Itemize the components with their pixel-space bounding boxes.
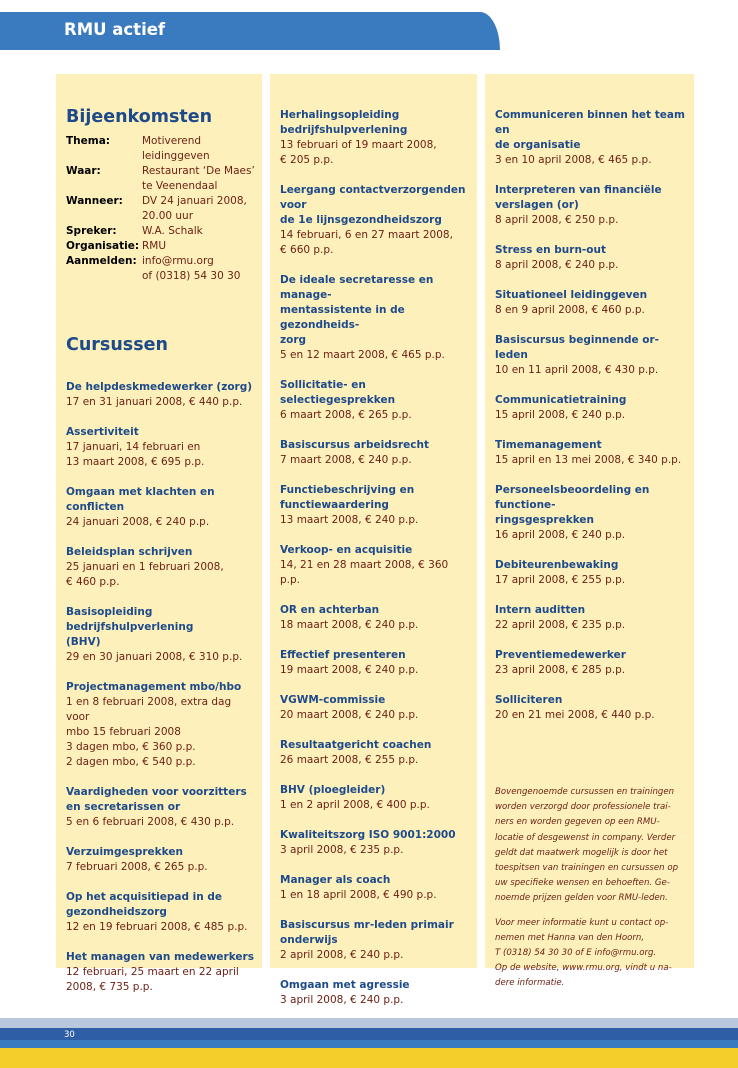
info-row: [66, 149, 255, 164]
course-detail: 24 januari 2008, € 240 p.p.: [66, 516, 210, 528]
page-number: 30: [64, 1030, 75, 1040]
course-item: [66, 890, 256, 935]
course-title: Situationeel leidinggeven: [495, 289, 648, 301]
course-detail: 13 februari of 19 maart 2008,: [280, 139, 437, 151]
course-title: Resultaatgericht coachen: [280, 739, 432, 751]
course-item: [280, 978, 471, 1008]
course-title: Projectmanagement mbo/hbo: [66, 681, 242, 693]
footnote-line: nemen met Hanna van den Hoorn,: [495, 932, 645, 943]
info-row: [66, 239, 255, 254]
course-title: Intern auditten: [495, 604, 586, 616]
info-value: RMU: [142, 240, 167, 252]
course-detail: € 660 p.p.: [280, 244, 334, 256]
course-title: de organisatie: [495, 139, 581, 151]
course-detail: mbo 15 februari 2008: [66, 726, 181, 738]
course-title: Stress en burn-out: [495, 244, 606, 256]
course-detail: 19 maart 2008, € 240 p.p.: [280, 664, 419, 676]
course-item: [280, 693, 471, 723]
info-row: [66, 194, 255, 209]
course-detail: 7 maart 2008, € 240 p.p.: [280, 454, 412, 466]
course-detail: 14 februari, 6 en 27 maart 2008,: [280, 229, 453, 241]
course-item: [280, 483, 471, 528]
course-item: [66, 785, 256, 830]
column-1: [56, 74, 262, 993]
course-title: onderwijs: [280, 934, 338, 946]
course-title: De ideale secretaresse en manage-: [280, 274, 434, 301]
course-item: [280, 873, 471, 903]
course-title: Manager als coach: [280, 874, 391, 886]
footer-stripe-yellow: [0, 1048, 738, 1068]
course-title: Assertiviteit: [66, 426, 139, 438]
course-item: [495, 438, 688, 468]
course-detail: 22 april 2008, € 235 p.p.: [495, 619, 626, 631]
course-title: Preventiemedewerker: [495, 649, 626, 661]
course-detail: 1 en 2 april 2008, € 400 p.p.: [280, 799, 430, 811]
info-label: [66, 209, 142, 224]
course-detail: 12 februari, 25 maart en 22 april: [66, 966, 239, 978]
footnote-line: dere informatie.: [495, 978, 565, 989]
course-detail: 3 april 2008, € 235 p.p.: [280, 844, 404, 856]
course-item: [280, 438, 471, 468]
course-item: [280, 108, 471, 168]
course-title: Timemanagement: [495, 439, 602, 451]
course-title: functiewaardering: [280, 499, 389, 511]
info-label: Wanneer:: [66, 195, 123, 207]
info-label: [66, 179, 142, 194]
info-value: of (0318) 54 30 30: [142, 270, 241, 282]
info-row: [66, 224, 255, 239]
course-title: Communiceren binnen het team en: [495, 109, 685, 136]
course-item: [66, 680, 256, 770]
course-title: Effectief presenteren: [280, 649, 406, 661]
course-detail: 14, 21 en 28 maart 2008, € 360 p.p.: [280, 559, 449, 586]
course-detail: 2008, € 735 p.p.: [66, 981, 153, 993]
course-title: gezondheidszorg: [66, 906, 167, 918]
course-title: BHV (ploegleider): [280, 784, 386, 796]
footnote-line: Op de website, www.rmu.org, vindt u na-: [495, 963, 672, 974]
course-detail: 17 april 2008, € 255 p.p.: [495, 574, 626, 586]
course-title: Omgaan met agressie: [280, 979, 410, 991]
footnote-line: locatie of desgewenst in company. Verder: [495, 832, 676, 843]
info-label: [66, 149, 142, 164]
course-item: [280, 738, 471, 768]
info-value: info@rmu.org: [142, 255, 214, 267]
course-item: [495, 288, 688, 318]
course-item: [495, 483, 688, 543]
footnote-line: toespitsen van trainingen en cursussen op: [495, 863, 679, 874]
course-title: Het managen van medewerkers: [66, 951, 254, 963]
footnote: [495, 785, 688, 992]
course-title: Functiebeschrijving en: [280, 484, 415, 496]
course-title: Solliciteren: [495, 694, 563, 706]
info-row: [66, 134, 255, 149]
info-label: Waar:: [66, 165, 101, 177]
bijeenkomsten-heading: Bijeenkomsten: [66, 107, 213, 127]
course-detail: 3 en 10 april 2008, € 465 p.p.: [495, 154, 652, 166]
course-detail: 15 april en 13 mei 2008, € 340 p.p.: [495, 454, 682, 466]
course-detail: 17 en 31 januari 2008, € 440 p.p.: [66, 396, 243, 408]
course-item: [66, 425, 256, 470]
course-title: Interpreteren van financiële: [495, 184, 662, 196]
course-item: [280, 183, 471, 258]
course-detail: 29 en 30 januari 2008, € 310 p.p.: [66, 651, 243, 663]
course-title: VGWM-commissie: [280, 694, 386, 706]
course-detail: 25 januari en 1 februari 2008,: [66, 561, 224, 573]
course-title: zorg: [280, 334, 307, 346]
footnote-line: Bovengenoemde cursussen en trainingen: [495, 787, 675, 797]
course-title: Herhalingsopleiding: [280, 109, 400, 121]
course-title: Basiscursus arbeidsrecht: [280, 439, 429, 451]
course-title: Debiteurenbewaking: [495, 559, 619, 571]
course-title: (BHV): [66, 636, 101, 648]
course-item: [280, 783, 471, 813]
info-row: [66, 254, 255, 269]
info-value: W.A. Schalk: [142, 225, 203, 237]
info-row: [66, 179, 255, 194]
course-detail: 18 maart 2008, € 240 p.p.: [280, 619, 419, 631]
footnote-paragraph: [495, 785, 688, 907]
course-item: [495, 393, 688, 423]
course-title: OR en achterban: [280, 604, 380, 616]
course-item: [495, 333, 688, 378]
course-detail: 13 maart 2008, € 240 p.p.: [280, 514, 419, 526]
info-value: Restaurant ‘De Maes’: [142, 165, 255, 177]
footer-stripes: [0, 1018, 738, 1068]
course-item: [495, 183, 688, 228]
info-value: te Veenendaal: [142, 180, 218, 192]
info-value: leidinggeven: [142, 150, 210, 162]
course-detail: 2 dagen mbo, € 540 p.p.: [66, 756, 196, 768]
course-title: Omgaan met klachten en conflicten: [66, 486, 215, 513]
course-list-2: [280, 108, 471, 1008]
info-label: Thema:: [66, 135, 110, 147]
course-detail: 13 maart 2008, € 695 p.p.: [66, 456, 205, 468]
info-value: DV 24 januari 2008,: [142, 195, 247, 207]
course-title: Basiscursus mr-leden primair: [280, 919, 454, 931]
course-detail: 3 dagen mbo, € 360 p.p.: [66, 741, 196, 753]
info-row: [66, 209, 255, 224]
course-detail: 5 en 6 februari 2008, € 430 p.p.: [66, 816, 235, 828]
course-title: Basiscursus beginnende or-leden: [495, 334, 660, 361]
course-item: [495, 108, 688, 168]
course-detail: 8 en 9 april 2008, € 460 p.p.: [495, 304, 645, 316]
course-item: [280, 378, 471, 423]
course-item: [66, 545, 256, 590]
course-title: en secretarissen or: [66, 801, 181, 813]
course-item: [495, 558, 688, 588]
footnote-line: geldt dat maatwerk mogelijk is door het: [495, 847, 668, 858]
course-detail: 20 maart 2008, € 240 p.p.: [280, 709, 419, 721]
course-detail: 6 maart 2008, € 265 p.p.: [280, 409, 412, 421]
course-item: [495, 603, 688, 633]
info-label: Organisatie:: [66, 240, 140, 252]
bijeenkomsten-details: [66, 134, 255, 284]
course-title: Personeelsbeoordeling en functione-: [495, 484, 650, 511]
info-value: Motiverend: [142, 135, 202, 147]
course-title: Communicatietraining: [495, 394, 627, 406]
course-detail: 20 en 21 mei 2008, € 440 p.p.: [495, 709, 655, 721]
course-title: verslagen (or): [495, 199, 579, 211]
course-title: Sollicitatie- en selectiegesprekken: [280, 379, 396, 406]
course-detail: 7 februari 2008, € 265 p.p.: [66, 861, 208, 873]
course-detail: 5 en 12 maart 2008, € 465 p.p.: [280, 349, 445, 361]
info-label: Aanmelden:: [66, 255, 137, 267]
course-item: [66, 605, 256, 665]
footnote-paragraph: [495, 916, 688, 992]
course-item: [280, 273, 471, 363]
course-title: ringsgesprekken: [495, 514, 595, 526]
course-item: [280, 543, 471, 588]
course-item: [66, 950, 256, 995]
course-item: [495, 693, 688, 723]
course-title: Leergang contactverzorgenden voor: [280, 184, 466, 211]
footer-stripe-light: [0, 1018, 738, 1028]
footer-stripe-dark-blue: [0, 1028, 738, 1040]
course-detail: 16 april 2008, € 240 p.p.: [495, 529, 626, 541]
column-2: [270, 74, 477, 1006]
info-row: [66, 164, 255, 179]
section-header-banner: [0, 12, 500, 50]
course-title: de 1e lijnsgezondheidszorg: [280, 214, 442, 226]
footnote-line: noemde prijzen gelden voor RMU-leden.: [495, 893, 668, 904]
footnote-line: uw specifieke wensen en behoeften. Ge-: [495, 878, 670, 889]
info-row: [66, 269, 255, 284]
course-item: [280, 603, 471, 633]
course-detail: 23 april 2008, € 285 p.p.: [495, 664, 626, 676]
course-detail: 1 en 18 april 2008, € 490 p.p.: [280, 889, 437, 901]
course-item: [66, 845, 256, 875]
info-value: 20.00 uur: [142, 210, 194, 222]
course-list-3: [495, 108, 688, 723]
course-title: Beleidsplan schrijven: [66, 546, 193, 558]
course-item: [66, 485, 256, 530]
course-title: Verzuimgesprekken: [66, 846, 183, 858]
course-title: Vaardigheden voor voorzitters: [66, 786, 247, 798]
course-title: Kwaliteitszorg ISO 9001:2000: [280, 829, 456, 841]
course-detail: 26 maart 2008, € 255 p.p.: [280, 754, 419, 766]
course-detail: € 205 p.p.: [280, 154, 334, 166]
course-item: [495, 648, 688, 678]
course-detail: 1 en 8 februari 2008, extra dag voor: [66, 696, 232, 723]
footnote-line: ners en worden gegeven op een RMU-: [495, 817, 660, 828]
course-title: De helpdeskmedewerker (zorg): [66, 381, 253, 393]
footnote-line: worden verzorgd door professionele trai-: [495, 802, 671, 813]
cursussen-heading: Cursussen: [66, 335, 168, 355]
course-item: [495, 243, 688, 273]
course-detail: 15 april 2008, € 240 p.p.: [495, 409, 626, 421]
course-detail: 8 april 2008, € 250 p.p.: [495, 214, 619, 226]
course-item: [280, 648, 471, 678]
course-detail: 8 april 2008, € 240 p.p.: [495, 259, 619, 271]
footnote-line: Voor meer informatie kunt u contact op-: [495, 917, 669, 928]
course-detail: 17 januari, 14 februari en: [66, 441, 201, 453]
footnote-line: T (0318) 54 30 30 of E info@rmu.org.: [495, 948, 657, 959]
column-3: [485, 74, 694, 989]
course-item: [66, 380, 256, 410]
course-item: [280, 828, 471, 858]
section-title: RMU actief: [64, 20, 166, 39]
course-detail: 3 april 2008, € 240 p.p.: [280, 994, 404, 1006]
course-item: [280, 918, 471, 963]
course-title: Op het acquisitiepad in de: [66, 891, 222, 903]
course-detail: 2 april 2008, € 240 p.p.: [280, 949, 404, 961]
course-detail: 12 en 19 februari 2008, € 485 p.p.: [66, 921, 248, 933]
info-label: Spreker:: [66, 225, 117, 237]
footer-stripe-blue: [0, 1040, 738, 1048]
course-title: mentassistente in de gezondheids-: [280, 304, 405, 331]
course-list-1: [66, 380, 256, 995]
course-title: Verkoop- en acquisitie: [280, 544, 413, 556]
course-detail: 10 en 11 april 2008, € 430 p.p.: [495, 364, 659, 376]
course-detail: € 460 p.p.: [66, 576, 120, 588]
course-title: Basisopleiding bedrijfshulpverlening: [66, 606, 194, 633]
course-title: bedrijfshulpverlening: [280, 124, 408, 136]
info-label: [66, 269, 142, 284]
